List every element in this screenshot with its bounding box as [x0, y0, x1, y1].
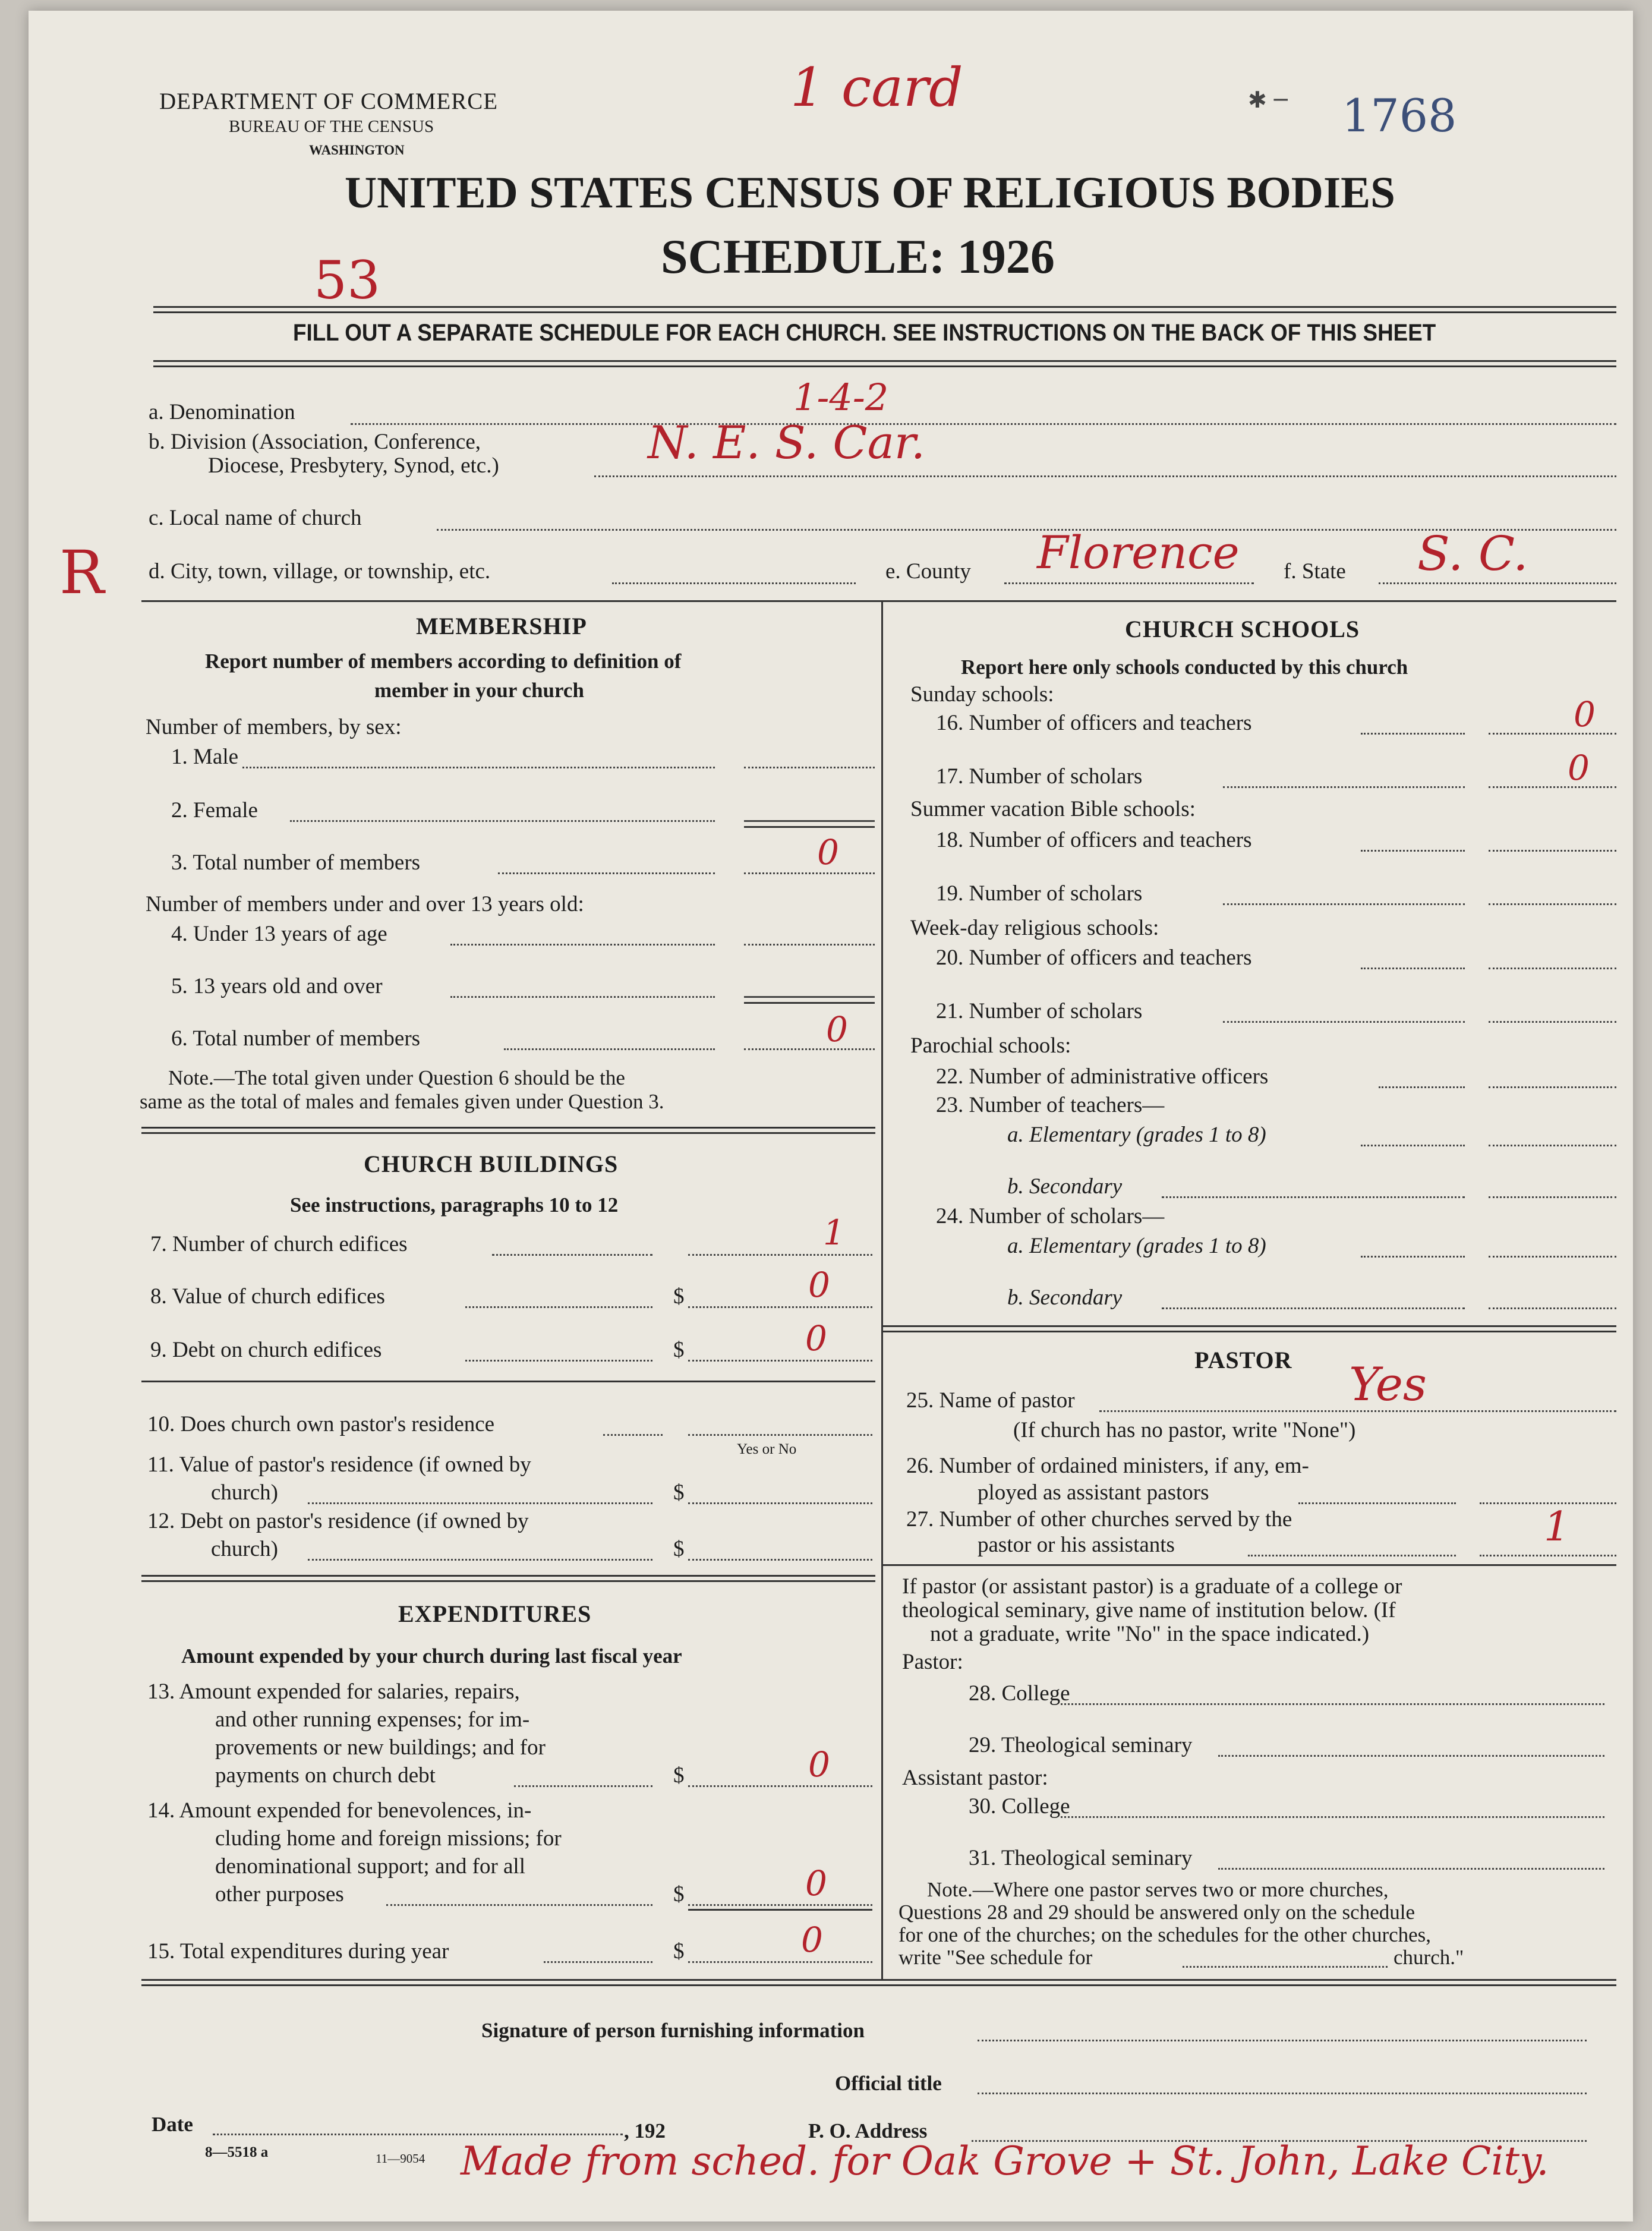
schools-end-rule: [881, 1325, 1616, 1332]
q13-label-2: and other running expenses; for im-: [215, 1707, 530, 1732]
q11-value-field[interactable]: [688, 1502, 872, 1504]
membership-sub-2: member in your church: [374, 679, 584, 702]
q22-label: 22. Number of administrative officers: [936, 1064, 1269, 1089]
q9-debt-field[interactable]: [688, 1360, 872, 1362]
q14-label-2: cluding home and foreign missions; for: [215, 1826, 562, 1851]
q15-total-field[interactable]: [688, 1961, 872, 1963]
q8-dollar: $: [673, 1284, 685, 1309]
section-rule: [141, 600, 1616, 602]
q3-label: 3. Total number of members: [171, 850, 421, 875]
q15-dollar: $: [673, 1939, 685, 1964]
q20-leader: [1361, 968, 1465, 969]
county-label: e. County: [885, 559, 971, 584]
date-label: Date: [152, 2113, 193, 2136]
membership-title: MEMBERSHIP: [416, 613, 587, 639]
stamp-mark: ✱ ─: [1248, 87, 1288, 113]
q11-leader: [308, 1502, 652, 1504]
denomination-field[interactable]: [351, 423, 1616, 425]
q26-label-1: 26. Number of ordained ministers, if any, em-: [906, 1454, 1309, 1478]
buildings-end-rule: [141, 1575, 875, 1582]
schools-sub: Report here only schools conducted by this church: [961, 656, 1408, 679]
age-heading: Number of members under and over 13 years old:: [146, 892, 584, 916]
q12-leader: [308, 1559, 652, 1561]
local-name-label: c. Local name of church: [149, 506, 362, 530]
q12-label-2: church): [211, 1537, 278, 1561]
q14-label-1: 14. Amount expended for benevolences, in-: [147, 1798, 532, 1823]
county-value: Florence: [1037, 526, 1240, 579]
dept-heading: DEPARTMENT OF COMMERCE: [159, 89, 499, 114]
schools-title: CHURCH SCHOOLS: [1125, 616, 1360, 642]
q8-value-field[interactable]: [688, 1306, 872, 1308]
q24a-leader: [1361, 1256, 1465, 1258]
q7-label: 7. Number of church edifices: [150, 1232, 408, 1256]
q2-leader: [290, 820, 715, 822]
q12-dollar: $: [673, 1537, 685, 1561]
q19-scholars-field[interactable]: [1489, 903, 1616, 905]
q5-leader: [450, 996, 715, 998]
q12-label-1: 12. Debt on pastor's residence (if owned by: [147, 1509, 529, 1533]
q15-value: 0: [801, 1920, 823, 1960]
official-title-label: Official title: [835, 2072, 942, 2095]
q1-label: 1. Male: [171, 745, 239, 769]
q22-leader: [1379, 1086, 1465, 1088]
q14-leader: [386, 1904, 652, 1906]
q15-leader: [544, 1961, 652, 1963]
division-label-2: Diocese, Presbytery, Synod, etc.): [208, 453, 499, 478]
q26-leader: [1298, 1502, 1456, 1504]
q8-label: 8. Value of church edifices: [150, 1284, 385, 1309]
membership-note-2: same as the total of males and females given under Question 3.: [140, 1090, 664, 1113]
q13-label-3: provements or new buildings; and for: [215, 1735, 546, 1760]
q24-label: 24. Number of scholars—: [936, 1204, 1165, 1228]
q24a-elementary-field[interactable]: [1489, 1256, 1616, 1258]
q11-label-1: 11. Value of pastor's residence (if owned by: [147, 1452, 531, 1477]
division-label-1: b. Division (Association, Conference,: [149, 430, 481, 454]
q18-label: 18. Number of officers and teachers: [936, 828, 1252, 852]
q10-leader: [603, 1434, 663, 1436]
q7-value: 1: [823, 1212, 845, 1253]
expenditures-sub: Amount expended by your church during last fiscal year: [181, 1644, 682, 1668]
q27-label-1: 27. Number of other churches served by the: [906, 1507, 1292, 1532]
handwritten-card-note: 1 card: [790, 56, 963, 119]
q28-label: 28. College: [969, 1681, 1070, 1706]
pastor-note-4b: church.": [1394, 1946, 1464, 1969]
q4-under13-field[interactable]: [744, 944, 875, 946]
q24b-secondary-field[interactable]: [1489, 1307, 1616, 1309]
weekday-heading: Week-day religious schools:: [910, 916, 1159, 940]
pastor-heading: Pastor:: [902, 1650, 963, 1674]
q13-dollar: $: [673, 1763, 685, 1788]
q24a-label: a. Elementary (grades 1 to 8): [1007, 1234, 1266, 1258]
q27-leader: [1248, 1555, 1456, 1556]
city-label: d. City, town, village, or township, etc.: [149, 559, 491, 584]
handwritten-footer-note: Made from sched. for Oak Grove + St. John, Lake City.: [461, 2138, 1549, 2184]
q14-label-4: other purposes: [215, 1882, 344, 1907]
q16-value: 0: [1574, 694, 1596, 735]
q15-label: 15. Total expenditures during year: [147, 1939, 449, 1964]
q19-leader: [1223, 903, 1465, 905]
q3-leader: [498, 872, 715, 874]
pastor-note-2: Questions 28 and 29 should be answered only on the schedule: [898, 1901, 1415, 1924]
q4-leader: [450, 944, 715, 946]
expenditures-title: EXPENDITURES: [398, 1600, 592, 1627]
q7-leader: [492, 1254, 652, 1256]
form-title: UNITED STATES CENSUS OF RELIGIOUS BODIES: [345, 168, 1395, 218]
q4-label: 4. Under 13 years of age: [171, 922, 387, 946]
q7-edifices-field[interactable]: [688, 1254, 872, 1256]
form-number: 8—5518 a: [205, 2144, 269, 2160]
q23b-label: b. Secondary: [1007, 1174, 1123, 1199]
q28-college-field[interactable]: [1061, 1703, 1604, 1705]
q6-value: 0: [826, 1009, 848, 1050]
signature-label: Signature of person furnishing information: [481, 2019, 865, 2042]
column-divider: [881, 600, 883, 1979]
q12-debt-field[interactable]: [688, 1559, 872, 1561]
q8-leader: [465, 1306, 652, 1308]
margin-mark: R: [59, 538, 105, 607]
graduate-note-2: theological seminary, give name of institution below. (If: [902, 1598, 1396, 1622]
q21-leader: [1223, 1021, 1465, 1023]
q17-label: 17. Number of scholars: [936, 764, 1143, 789]
print-number: 11—9054: [376, 2151, 425, 2166]
q20-officers-field[interactable]: [1489, 968, 1616, 969]
division-field[interactable]: [594, 475, 1616, 477]
q22-admin-field[interactable]: [1489, 1086, 1616, 1088]
q18-leader: [1361, 850, 1465, 852]
pastor-note-3: for one of the churches; on the schedules for the other churches,: [898, 1923, 1432, 1946]
q26-label-2: ployed as assistant pastors: [978, 1480, 1209, 1505]
q25-label: 25. Name of pastor: [906, 1388, 1075, 1413]
q31-label: 31. Theological seminary: [969, 1846, 1193, 1870]
q9-leader: [465, 1360, 652, 1362]
instruction-banner: FILL OUT A SEPARATE SCHEDULE FOR EACH CHURCH. SEE INSTRUCTIONS ON THE BACK OF THIS SHEET: [293, 320, 1436, 346]
schedule-title: SCHEDULE: 1926: [661, 229, 1055, 283]
q8-value: 0: [808, 1265, 830, 1305]
q20-label: 20. Number of officers and teachers: [936, 946, 1252, 970]
state-label: f. State: [1284, 559, 1346, 584]
q11-label-2: church): [211, 1480, 278, 1505]
q9-dollar: $: [673, 1338, 685, 1362]
q5-label: 5. 13 years old and over: [171, 974, 383, 998]
state-field[interactable]: [1379, 582, 1616, 584]
q27-label-2: pastor or his assistants: [978, 1533, 1175, 1557]
assistant-heading: Assistant pastor:: [902, 1766, 1048, 1790]
q3-value: 0: [817, 832, 839, 872]
q19-label: 19. Number of scholars: [936, 881, 1143, 906]
q27-churches-field[interactable]: [1480, 1555, 1616, 1556]
date-field[interactable]: [213, 2134, 623, 2135]
header-rule-bottom: [153, 360, 1616, 367]
q27-value: 1: [1544, 1504, 1570, 1551]
q17-value: 0: [1568, 748, 1590, 788]
official-title-field[interactable]: [978, 2093, 1587, 2094]
q31-seminary-field[interactable]: [1218, 1868, 1604, 1870]
pastor-note-1: Note.—Where one pastor serves two or more churches,: [927, 1878, 1389, 1901]
q29-label: 29. Theological seminary: [969, 1733, 1193, 1757]
q9-label: 9. Debt on church edifices: [150, 1338, 382, 1362]
parochial-heading: Parochial schools:: [910, 1033, 1071, 1058]
division-value: N. E. S. Car.: [648, 416, 926, 469]
yes-no-hint: Yes or No: [737, 1441, 797, 1457]
membership-end-rule: [141, 1127, 875, 1134]
q14-dollar: $: [673, 1882, 685, 1907]
sunday-heading: Sunday schools:: [910, 682, 1054, 707]
pastor-title: PASTOR: [1194, 1347, 1292, 1373]
q13-amount-field[interactable]: [688, 1785, 872, 1787]
q5-sum-rule: [744, 1002, 875, 1004]
q29-seminary-field[interactable]: [1218, 1755, 1604, 1757]
q23b-leader: [1162, 1196, 1465, 1198]
q24b-label: b. Secondary: [1007, 1285, 1123, 1310]
graduate-note-1: If pastor (or assistant pastor) is a graduate of a college or: [902, 1574, 1402, 1599]
year-label: , 192: [624, 2119, 666, 2142]
q14-amount-field[interactable]: [688, 1904, 872, 1906]
q1-male-field[interactable]: [744, 767, 875, 768]
q13-leader: [514, 1785, 652, 1787]
q9-value: 0: [805, 1318, 827, 1359]
q23a-leader: [1361, 1145, 1465, 1146]
header-rule-top: [153, 306, 1616, 313]
q30-college-field[interactable]: [1061, 1816, 1604, 1818]
q23a-elementary-field[interactable]: [1489, 1145, 1616, 1146]
q2-female-field[interactable]: [744, 820, 875, 822]
handwritten-number: 53: [314, 250, 380, 311]
q1-leader: [242, 767, 715, 768]
q21-label: 21. Number of scholars: [936, 999, 1143, 1023]
q21-scholars-field[interactable]: [1489, 1021, 1616, 1023]
q14-label-3: denominational support; and for all: [215, 1854, 525, 1879]
q13-label-1: 13. Amount expended for salaries, repairs,: [147, 1679, 520, 1704]
q13-label-4: payments on church debt: [215, 1763, 436, 1788]
q11-dollar: $: [673, 1480, 685, 1505]
po-address-label: P. O. Address: [808, 2119, 928, 2142]
pastor-mid-rule: [881, 1564, 1616, 1566]
q16-leader: [1361, 733, 1465, 735]
q6-leader: [504, 1048, 715, 1050]
q6-label: 6. Total number of members: [171, 1026, 421, 1051]
q17-leader: [1223, 786, 1465, 788]
graduate-note-3: not a graduate, write "No" in the space indicated.): [930, 1622, 1370, 1646]
membership-sub-1: Report number of members according to definition of: [205, 650, 682, 673]
buildings-sub: See instructions, paragraphs 10 to 12: [290, 1193, 619, 1217]
q23b-secondary-field[interactable]: [1489, 1196, 1616, 1198]
q3-total-field[interactable]: [744, 872, 875, 874]
q17-scholars-field[interactable]: [1489, 786, 1616, 788]
denomination-value: 1-4-2: [793, 376, 889, 419]
county-field[interactable]: [1004, 582, 1254, 584]
q24b-leader: [1162, 1307, 1465, 1309]
by-sex-label: Number of members, by sex:: [146, 715, 402, 739]
denomination-label: a. Denomination: [149, 400, 295, 424]
q23-label: 23. Number of teachers—: [936, 1093, 1165, 1117]
q2-label: 2. Female: [171, 798, 258, 823]
see-schedule-field[interactable]: [1183, 1966, 1388, 1968]
summer-heading: Summer vacation Bible schools:: [910, 797, 1196, 821]
q14-value: 0: [805, 1863, 827, 1904]
q14-sum-rule: [688, 1909, 872, 1911]
city-heading: WASHINGTON: [309, 143, 405, 157]
pastor-note-4a: write "See schedule for: [898, 1946, 1093, 1969]
q2-sum-rule: [744, 826, 875, 828]
bureau-heading: BUREAU OF THE CENSUS: [229, 117, 434, 136]
q6-total-field[interactable]: [744, 1048, 875, 1050]
q18-officers-field[interactable]: [1489, 850, 1616, 852]
q16-label: 16. Number of officers and teachers: [936, 711, 1252, 735]
q5-over13-field[interactable]: [744, 996, 875, 998]
q23a-label: a. Elementary (grades 1 to 8): [1007, 1123, 1266, 1147]
q25-hint: (If church has no pastor, write "None"): [1013, 1418, 1356, 1442]
q25-value: Yes: [1349, 1358, 1427, 1411]
signature-field[interactable]: [978, 2040, 1587, 2041]
state-value: S. C.: [1417, 526, 1528, 581]
q10-label: 10. Does church own pastor's residence: [147, 1412, 495, 1436]
q30-label: 30. College: [969, 1794, 1070, 1819]
q16-officers-field[interactable]: [1489, 733, 1616, 735]
stamp-number: 1768: [1342, 89, 1457, 142]
city-field[interactable]: [612, 582, 856, 584]
buildings-mid-rule: [141, 1381, 875, 1382]
membership-note-1: Note.—The total given under Question 6 should be the: [168, 1066, 625, 1089]
q10-residence-field[interactable]: [688, 1434, 872, 1436]
buildings-title: CHURCH BUILDINGS: [364, 1151, 619, 1177]
footer-rule: [141, 1979, 1616, 1986]
q13-value: 0: [808, 1744, 830, 1785]
